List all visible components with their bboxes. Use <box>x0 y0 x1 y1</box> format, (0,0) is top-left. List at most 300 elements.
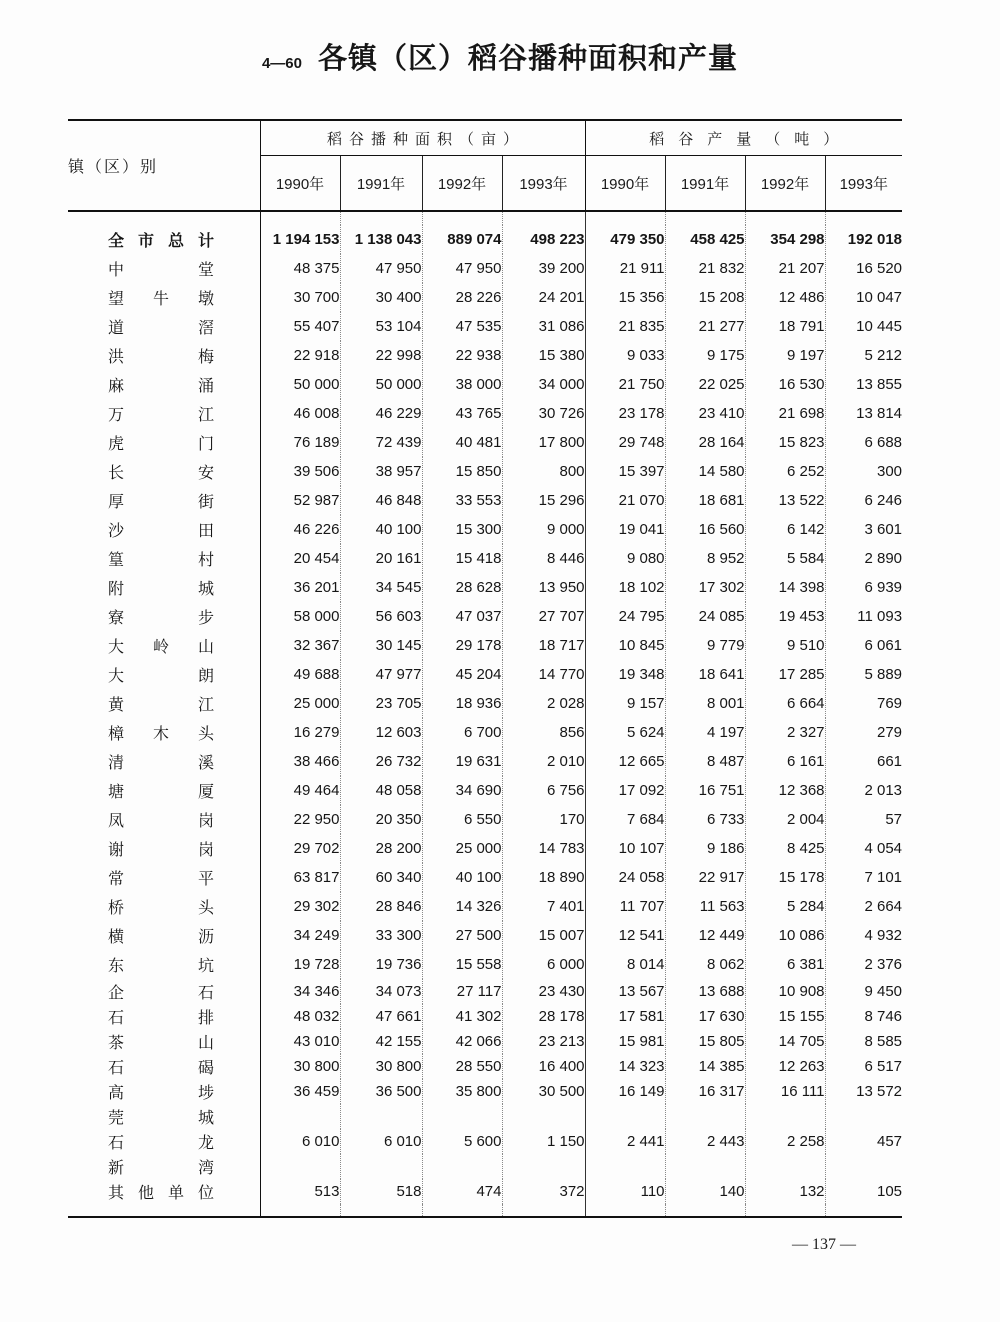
rice-output-value: 132 <box>745 1179 825 1204</box>
rice-output-value: 9 197 <box>745 341 825 370</box>
table-title <box>0 38 1000 84</box>
sown-area-value: 46 229 <box>340 399 422 428</box>
rice-output-value: 9 779 <box>665 631 745 660</box>
rice-output-value: 8 062 <box>665 950 745 979</box>
sown-area-value: 498 223 <box>502 225 585 254</box>
town-name-cell <box>68 1104 260 1129</box>
town-name-cell <box>68 399 260 428</box>
spacer-cell <box>260 1204 340 1217</box>
sown-area-value: 30 700 <box>260 283 340 312</box>
spacer-cell <box>665 1204 745 1217</box>
rice-output-value: 16 520 <box>825 254 902 283</box>
sown-area-value: 518 <box>340 1179 422 1204</box>
rice-output-value: 13 567 <box>585 979 665 1004</box>
rice-output-value: 13 688 <box>665 979 745 1004</box>
town-name: 新湾 <box>108 1158 214 1177</box>
town-name: 黄江 <box>108 695 214 714</box>
spacer-cell <box>422 1204 502 1217</box>
rice-output-value: 12 486 <box>745 283 825 312</box>
table-row <box>68 979 902 1004</box>
sown-area-value: 889 074 <box>422 225 502 254</box>
rice-output-value: 140 <box>665 1179 745 1204</box>
rice-output-value: 5 624 <box>585 718 665 747</box>
town-name-cell <box>68 1054 260 1079</box>
rice-output-value: 2 376 <box>825 950 902 979</box>
rice-output-value: 192 018 <box>825 225 902 254</box>
town-name-cell <box>68 631 260 660</box>
table-row <box>68 515 902 544</box>
sown-area-value: 22 938 <box>422 341 502 370</box>
town-name: 沙田 <box>108 521 214 540</box>
table-row <box>68 776 902 805</box>
rice-output-value: 21 698 <box>745 399 825 428</box>
rice-output-value: 15 823 <box>745 428 825 457</box>
town-name-cell <box>68 1079 260 1104</box>
sown-area-value: 20 454 <box>260 544 340 573</box>
sown-area-value: 19 631 <box>422 747 502 776</box>
spacer-cell <box>745 211 825 225</box>
sown-area-value: 38 466 <box>260 747 340 776</box>
sown-area-value: 48 375 <box>260 254 340 283</box>
rice-output-value: 24 795 <box>585 602 665 631</box>
spacer-cell <box>340 211 422 225</box>
rice-output-value: 6 733 <box>665 805 745 834</box>
rice-output-value: 19 041 <box>585 515 665 544</box>
sown-area-value: 36 201 <box>260 573 340 602</box>
rice-output-value: 14 323 <box>585 1054 665 1079</box>
sown-area-value: 47 661 <box>340 1004 422 1029</box>
sown-area-value: 47 950 <box>340 254 422 283</box>
rice-output-value: 6 517 <box>825 1054 902 1079</box>
sown-area-value: 34 073 <box>340 979 422 1004</box>
rice-output-value: 28 164 <box>665 428 745 457</box>
rice-output-value: 8 746 <box>825 1004 902 1029</box>
sown-area-value: 40 100 <box>340 515 422 544</box>
rice-output-value: 4 932 <box>825 921 902 950</box>
sown-area-value: 19 736 <box>340 950 422 979</box>
sown-area-value: 49 464 <box>260 776 340 805</box>
rice-output-value: 2 443 <box>665 1129 745 1154</box>
table-bottom-gap <box>68 1204 902 1217</box>
sown-area-value: 46 848 <box>340 486 422 515</box>
rice-statistics-table <box>68 119 902 1218</box>
sown-area-value: 20 350 <box>340 805 422 834</box>
sown-area-value: 14 326 <box>422 892 502 921</box>
table-row <box>68 283 902 312</box>
rice-output-value: 9 510 <box>745 631 825 660</box>
rice-output-value <box>665 1154 745 1179</box>
area-year-header: 1991年 <box>340 156 422 212</box>
sown-area-value: 47 037 <box>422 602 502 631</box>
rice-output-value: 12 449 <box>665 921 745 950</box>
sown-area-value: 27 500 <box>422 921 502 950</box>
table-row <box>68 370 902 399</box>
rice-output-value: 2 664 <box>825 892 902 921</box>
sown-area-value: 28 200 <box>340 834 422 863</box>
sown-area-value: 35 800 <box>422 1079 502 1104</box>
table-row <box>68 399 902 428</box>
sown-area-value: 7 401 <box>502 892 585 921</box>
sown-area-value: 15 007 <box>502 921 585 950</box>
sown-area-value: 34 690 <box>422 776 502 805</box>
table-row <box>68 573 902 602</box>
sown-area-value: 170 <box>502 805 585 834</box>
rice-output-value: 9 175 <box>665 341 745 370</box>
sown-area-value: 15 380 <box>502 341 585 370</box>
rice-output-value: 2 327 <box>745 718 825 747</box>
sown-area-value: 8 446 <box>502 544 585 573</box>
sown-area-value: 48 032 <box>260 1004 340 1029</box>
rice-output-value <box>585 1104 665 1129</box>
rice-output-value: 8 001 <box>665 689 745 718</box>
sown-area-value: 22 998 <box>340 341 422 370</box>
sown-area-value: 513 <box>260 1179 340 1204</box>
town-name-cell <box>68 370 260 399</box>
sown-area-value <box>260 1104 340 1129</box>
rice-output-value: 2 890 <box>825 544 902 573</box>
table-title-text: 各镇（区）稻谷播种面积和产量 <box>318 41 739 75</box>
sown-area-value: 27 707 <box>502 602 585 631</box>
town-name-cell <box>68 428 260 457</box>
rice-output-value: 9 033 <box>585 341 665 370</box>
rice-output-value: 15 397 <box>585 457 665 486</box>
rice-output-value: 6 252 <box>745 457 825 486</box>
rice-output-value: 10 845 <box>585 631 665 660</box>
sown-area-value: 30 500 <box>502 1079 585 1104</box>
sown-area-value: 36 459 <box>260 1079 340 1104</box>
town-name-cell <box>68 573 260 602</box>
sown-area-value: 42 155 <box>340 1029 422 1054</box>
table-row <box>68 718 902 747</box>
table-row <box>68 1104 902 1129</box>
rice-output-value: 14 580 <box>665 457 745 486</box>
sown-area-value: 30 145 <box>340 631 422 660</box>
rice-output-value: 479 350 <box>585 225 665 254</box>
rice-output-value: 6 688 <box>825 428 902 457</box>
spacer-cell <box>585 211 665 225</box>
rice-output-value: 10 047 <box>825 283 902 312</box>
rice-output-value: 17 092 <box>585 776 665 805</box>
table-row <box>68 486 902 515</box>
rice-output-value: 29 748 <box>585 428 665 457</box>
table-row <box>68 1079 902 1104</box>
rice-output-value: 6 939 <box>825 573 902 602</box>
sown-area-value <box>340 1104 422 1129</box>
sown-area-value: 16 279 <box>260 718 340 747</box>
sown-area-value: 18 890 <box>502 863 585 892</box>
rice-output-value: 9 080 <box>585 544 665 573</box>
rice-output-value: 16 111 <box>745 1079 825 1104</box>
rice-output-value: 6 061 <box>825 631 902 660</box>
rice-output-value: 16 751 <box>665 776 745 805</box>
town-name: 东坑 <box>108 956 214 975</box>
sown-area-value: 47 535 <box>422 312 502 341</box>
rice-output-value: 8 425 <box>745 834 825 863</box>
rice-output-value: 10 086 <box>745 921 825 950</box>
town-name: 清溪 <box>108 753 214 772</box>
rice-output-value: 15 805 <box>665 1029 745 1054</box>
header-group-row <box>68 120 902 156</box>
rice-output-value: 6 142 <box>745 515 825 544</box>
sown-area-value: 32 367 <box>260 631 340 660</box>
rice-output-value: 17 285 <box>745 660 825 689</box>
sown-area-value: 38 000 <box>422 370 502 399</box>
table-row <box>68 950 902 979</box>
rice-output-value: 19 348 <box>585 660 665 689</box>
sown-area-value: 6 010 <box>340 1129 422 1154</box>
sown-area-value: 23 705 <box>340 689 422 718</box>
rice-output-value: 15 178 <box>745 863 825 892</box>
town-name: 长安 <box>108 463 214 482</box>
rice-output-value <box>745 1104 825 1129</box>
rice-output-value: 6 664 <box>745 689 825 718</box>
sown-area-value: 14 770 <box>502 660 585 689</box>
rice-output-value: 17 581 <box>585 1004 665 1029</box>
rice-output-value: 354 298 <box>745 225 825 254</box>
town-name-cell <box>68 979 260 1004</box>
table-number: 4—60 <box>261 55 302 72</box>
town-name-cell <box>68 834 260 863</box>
town-name: 附城 <box>108 579 214 598</box>
spacer-cell <box>422 211 502 225</box>
sown-area-value: 39 200 <box>502 254 585 283</box>
sown-area-value: 22 950 <box>260 805 340 834</box>
table-row <box>68 660 902 689</box>
sown-area-value: 36 500 <box>340 1079 422 1104</box>
town-name: 石碣 <box>108 1058 214 1077</box>
sown-area-value: 46 226 <box>260 515 340 544</box>
output-year-header: 1991年 <box>665 156 745 212</box>
rice-output-value: 4 054 <box>825 834 902 863</box>
town-name-cell <box>68 225 260 254</box>
sown-area-value: 372 <box>502 1179 585 1204</box>
sown-area-value: 18 936 <box>422 689 502 718</box>
sown-area-value: 29 302 <box>260 892 340 921</box>
table-row <box>68 1179 902 1204</box>
page-number: — 137 — <box>792 1236 856 1253</box>
town-name-cell <box>68 544 260 573</box>
town-name-cell <box>68 1179 260 1204</box>
rice-output-value: 21 911 <box>585 254 665 283</box>
rice-output-value <box>825 1154 902 1179</box>
sown-area-value: 30 726 <box>502 399 585 428</box>
table-row <box>68 805 902 834</box>
rice-output-value: 21 070 <box>585 486 665 515</box>
rice-output-value: 11 707 <box>585 892 665 921</box>
rice-output-value: 12 665 <box>585 747 665 776</box>
rice-output-value: 13 855 <box>825 370 902 399</box>
rice-output-value: 7 101 <box>825 863 902 892</box>
sown-area-value: 6 700 <box>422 718 502 747</box>
sown-area-value: 43 010 <box>260 1029 340 1054</box>
town-name-cell <box>68 602 260 631</box>
rice-output-value: 15 155 <box>745 1004 825 1029</box>
sown-area-value: 24 201 <box>502 283 585 312</box>
town-name-cell <box>68 283 260 312</box>
town-name-cell <box>68 254 260 283</box>
sown-area-value: 31 086 <box>502 312 585 341</box>
rice-output-value: 23 410 <box>665 399 745 428</box>
sown-area-value: 2 028 <box>502 689 585 718</box>
sown-area-value: 12 603 <box>340 718 422 747</box>
table-row <box>68 1004 902 1029</box>
table-header <box>68 120 902 211</box>
sown-area-value: 58 000 <box>260 602 340 631</box>
sown-area-value: 38 957 <box>340 457 422 486</box>
sown-area-value: 1 150 <box>502 1129 585 1154</box>
sown-area-value: 33 553 <box>422 486 502 515</box>
area-year-header: 1990年 <box>260 156 340 212</box>
town-name: 石排 <box>108 1008 214 1027</box>
rice-output-value <box>665 1104 745 1129</box>
rice-output-value: 18 641 <box>665 660 745 689</box>
town-name-cell <box>68 1129 260 1154</box>
sown-area-value: 22 918 <box>260 341 340 370</box>
rice-output-value: 9 450 <box>825 979 902 1004</box>
town-name: 望牛墩 <box>108 289 214 308</box>
rice-output-value: 10 107 <box>585 834 665 863</box>
town-name: 企石 <box>108 983 214 1002</box>
sown-area-value: 800 <box>502 457 585 486</box>
town-name: 麻涌 <box>108 376 214 395</box>
town-name: 篁村 <box>108 550 214 569</box>
spacer-cell <box>585 1204 665 1217</box>
table-row <box>68 892 902 921</box>
sown-area-value: 48 058 <box>340 776 422 805</box>
sown-area-value: 19 728 <box>260 950 340 979</box>
spacer-cell <box>340 1204 422 1217</box>
sown-area-value: 30 800 <box>260 1054 340 1079</box>
rice-output-value: 8 952 <box>665 544 745 573</box>
town-name: 大岭山 <box>108 637 214 656</box>
sown-area-value: 15 558 <box>422 950 502 979</box>
area-year-header: 1993年 <box>502 156 585 212</box>
sown-area-value: 50 000 <box>340 370 422 399</box>
rice-output-value: 2 441 <box>585 1129 665 1154</box>
rice-output-value: 23 178 <box>585 399 665 428</box>
town-name: 其他单位 <box>108 1183 214 1202</box>
sown-area-value: 9 000 <box>502 515 585 544</box>
spacer-cell <box>502 1204 585 1217</box>
sown-area-value: 34 000 <box>502 370 585 399</box>
town-name: 石龙 <box>108 1133 214 1152</box>
town-name-cell <box>68 457 260 486</box>
sown-area-value: 15 418 <box>422 544 502 573</box>
sown-area-value: 50 000 <box>260 370 340 399</box>
sown-area-value: 28 550 <box>422 1054 502 1079</box>
table-row <box>68 312 902 341</box>
output-year-header: 1990年 <box>585 156 665 212</box>
sown-area-value: 30 800 <box>340 1054 422 1079</box>
rice-output-value: 12 541 <box>585 921 665 950</box>
sown-area-value: 1 194 153 <box>260 225 340 254</box>
sown-area-value: 15 300 <box>422 515 502 544</box>
sown-area-value: 47 977 <box>340 660 422 689</box>
town-name-cell <box>68 718 260 747</box>
sown-area-value: 43 765 <box>422 399 502 428</box>
table-row <box>68 863 902 892</box>
town-name: 塘厦 <box>108 782 214 801</box>
rice-output-value: 769 <box>825 689 902 718</box>
sown-area-value <box>502 1154 585 1179</box>
sown-area-value: 28 226 <box>422 283 502 312</box>
area-year-header: 1992年 <box>422 156 502 212</box>
sown-area-value: 39 506 <box>260 457 340 486</box>
rice-output-value <box>825 1104 902 1129</box>
town-name: 凤岗 <box>108 811 214 830</box>
rice-output-value: 14 385 <box>665 1054 745 1079</box>
rice-output-value: 5 584 <box>745 544 825 573</box>
town-name: 茶山 <box>108 1033 214 1052</box>
rice-output-value: 16 149 <box>585 1079 665 1104</box>
sown-area-value: 63 817 <box>260 863 340 892</box>
town-name: 虎门 <box>108 434 214 453</box>
sown-area-value: 1 138 043 <box>340 225 422 254</box>
rice-output-value: 24 085 <box>665 602 745 631</box>
sown-area-value: 30 400 <box>340 283 422 312</box>
sown-area-value: 856 <box>502 718 585 747</box>
town-name: 常平 <box>108 869 214 888</box>
sown-area-value: 34 346 <box>260 979 340 1004</box>
rice-output-value: 11 093 <box>825 602 902 631</box>
sown-area-value: 6 010 <box>260 1129 340 1154</box>
table-row <box>68 747 902 776</box>
rice-output-value: 5 889 <box>825 660 902 689</box>
rice-output-value <box>585 1154 665 1179</box>
rice-output-value: 15 356 <box>585 283 665 312</box>
table-row <box>68 254 902 283</box>
town-name-cell <box>68 776 260 805</box>
sown-area-value: 72 439 <box>340 428 422 457</box>
sown-area-value: 26 732 <box>340 747 422 776</box>
town-name: 大朗 <box>108 666 214 685</box>
rice-output-value: 300 <box>825 457 902 486</box>
sown-area-value: 53 104 <box>340 312 422 341</box>
sown-area-value: 18 717 <box>502 631 585 660</box>
sown-area-value: 40 100 <box>422 863 502 892</box>
spacer-cell <box>260 211 340 225</box>
town-name-cell <box>68 1154 260 1179</box>
rice-output-value: 2 258 <box>745 1129 825 1154</box>
table-row <box>68 1154 902 1179</box>
sown-area-value: 14 783 <box>502 834 585 863</box>
sown-area-value: 474 <box>422 1179 502 1204</box>
rice-output-value: 11 563 <box>665 892 745 921</box>
rice-output-value: 22 917 <box>665 863 745 892</box>
rice-output-value: 13 522 <box>745 486 825 515</box>
table-row <box>68 689 902 718</box>
table-row <box>68 1129 902 1154</box>
town-name: 樟木头 <box>108 724 214 743</box>
sown-area-value: 6 756 <box>502 776 585 805</box>
table-row <box>68 341 902 370</box>
spacer-cell <box>68 1204 260 1217</box>
rice-output-group-header: 稻谷产量（吨） <box>585 120 902 156</box>
rice-output-value: 21 750 <box>585 370 665 399</box>
sown-area-value: 46 008 <box>260 399 340 428</box>
sown-area-value: 20 161 <box>340 544 422 573</box>
rice-output-value: 9 157 <box>585 689 665 718</box>
table-row <box>68 834 902 863</box>
spacer-cell <box>665 211 745 225</box>
sown-area-value <box>502 1104 585 1129</box>
table-row <box>68 921 902 950</box>
rice-output-value: 279 <box>825 718 902 747</box>
sown-area-group-header: 稻谷播种面积（亩） <box>260 120 585 156</box>
town-name-cell <box>68 1004 260 1029</box>
output-year-header: 1993年 <box>825 156 902 212</box>
sown-area-value: 17 800 <box>502 428 585 457</box>
